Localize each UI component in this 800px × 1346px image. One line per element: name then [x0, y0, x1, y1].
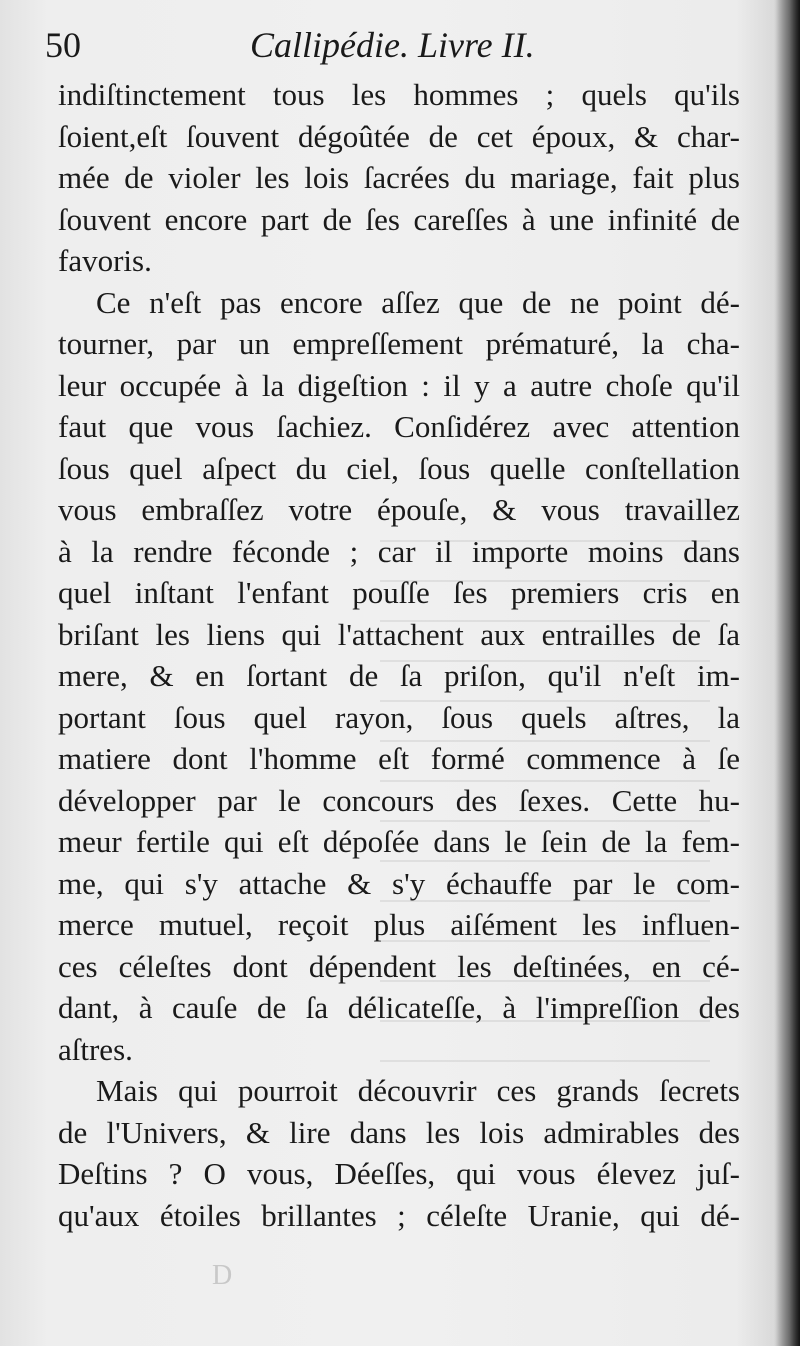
binding-shadow	[774, 0, 800, 1346]
text-line: tourner, par un empreſſement prématuré, la cha-	[58, 326, 740, 361]
running-head	[45, 22, 745, 68]
text-line: Deſtins ? O vous, Déeſſes, qui vous élevez juſ-	[58, 1156, 740, 1191]
text-line: qu'aux étoiles brillantes ; céleſte Uranie, qui dé-	[58, 1197, 740, 1233]
text-line: aſtres.	[58, 1031, 133, 1067]
text-line: ſoient,eſt ſouvent dégoûtée de cet époux, & char-	[58, 118, 740, 154]
text-line: ces céleſtes dont dépendent les deſtinées, en cé-	[58, 948, 740, 984]
text-line: mée de violer les lois ſacrées du mariage, fait plus	[58, 160, 740, 195]
header-title: Callipédie. Livre II.	[250, 25, 535, 65]
text-line: faut que vous ſachiez. Conſidérez avec attention	[58, 409, 740, 444]
signature-mark: D	[212, 1260, 233, 1291]
text-line: vous embraſſez votre épouſe, & vous travaillez	[58, 492, 740, 527]
text-line: matiere dont l'homme eſt formé commence à ſe	[58, 741, 740, 776]
text-line: Mais qui pourroit découvrir ces grands ſecrets	[96, 1073, 740, 1108]
text-line: Ce n'eſt pas encore aſſez que de ne point dé-	[96, 284, 740, 320]
text-line: de l'Univers, & lire dans les lois admirables des	[58, 1114, 740, 1150]
text-line: mere, & en ſortant de ſa priſon, qu'il n'eſt im-	[58, 658, 740, 693]
text-line: indiſtinctement tous les hommes ; quels qu'ils	[58, 77, 740, 112]
text-line: meur fertile qui eſt dépoſée dans le ſein de la fem-	[58, 824, 740, 859]
text-line: favoris.	[58, 243, 152, 278]
text-line: ſouvent encore part de ſes careſſes à une infinité de	[58, 201, 740, 237]
text-line: me, qui s'y attache & s'y échauffe par le com-	[58, 865, 740, 901]
text-line: briſant les liens qui l'attachent aux entrailles de ſa	[58, 616, 740, 652]
text-line: merce mutuel, reçoit plus aiſément les influen-	[58, 907, 740, 942]
body-text	[58, 74, 740, 1236]
text-line: dant, à cauſe de ſa délicateſſe, à l'impreſſion des	[58, 990, 740, 1025]
text-line: leur occupée à la digeſtion : il y a autre choſe qu'il	[58, 367, 740, 403]
text-line: quel inſtant l'enfant pouſſe ſes premiers cris en	[58, 575, 740, 610]
text-line: à la rendre féconde ; car il importe moins dans	[58, 533, 740, 569]
text-line: ſous quel aſpect du ciel, ſous quelle conſtellation	[58, 450, 740, 486]
page-number: 50	[45, 25, 81, 65]
text-line: portant ſous quel rayon, ſous quels aſtres, la	[58, 699, 740, 735]
text-line: développer par le concours des ſexes. Cette hu-	[58, 782, 740, 818]
